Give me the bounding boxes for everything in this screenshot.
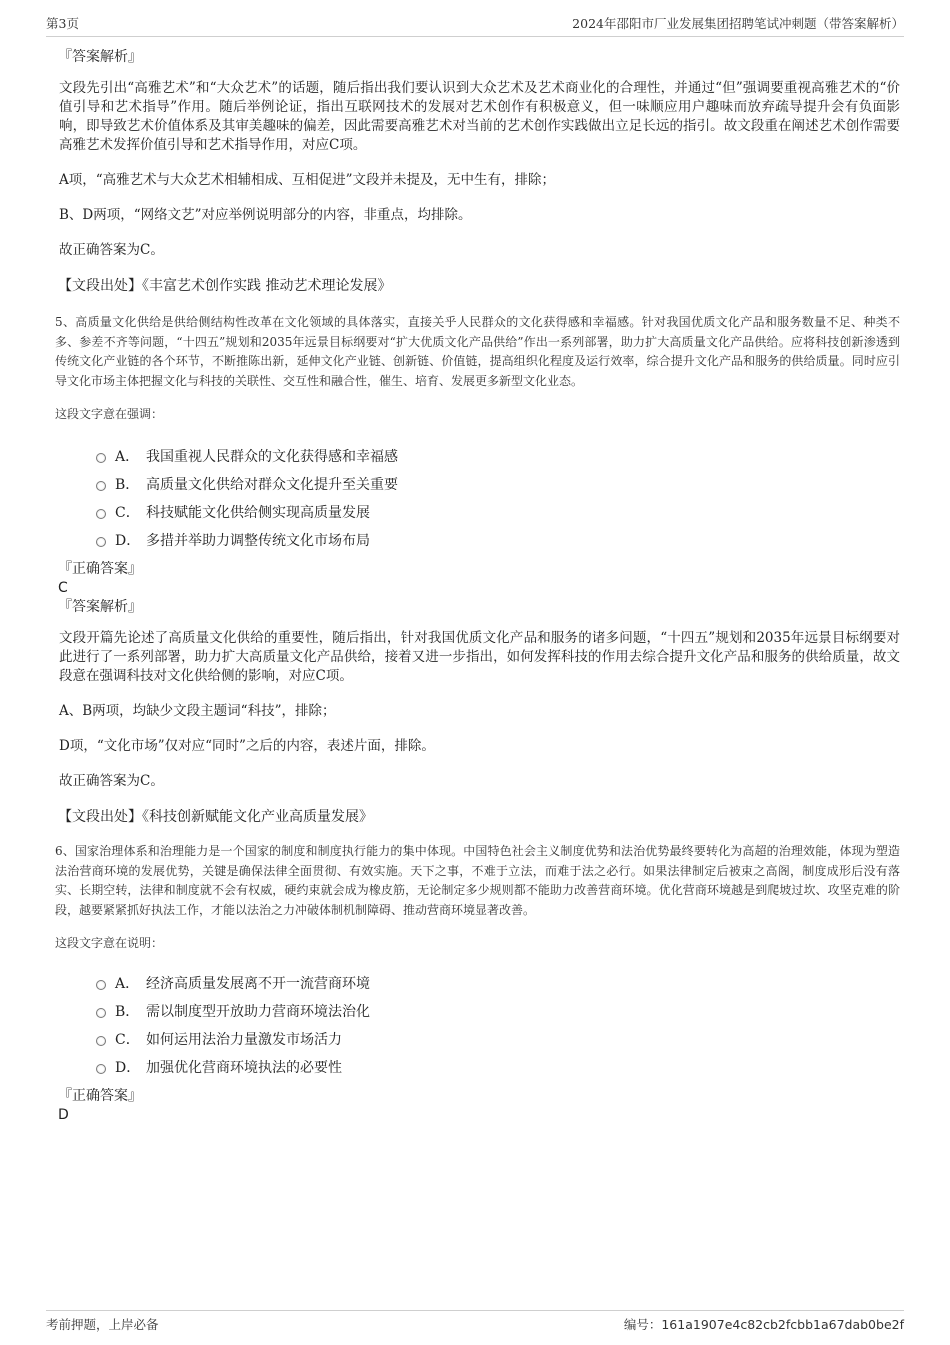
q5-options <box>96 442 900 554</box>
option-text: 需以制度型开放助力营商环境法治化 <box>146 1004 370 1020</box>
option-text: 多措并举助力调整传统文化市场布局 <box>146 533 370 549</box>
option-text: 经济高质量发展离不开一流营商环境 <box>146 976 370 992</box>
correct-answer-label: 『正确答案』 <box>58 561 142 577</box>
radio-button-icon[interactable] <box>96 980 106 990</box>
q5-prompt: 这段文字意在强调： <box>55 407 164 421</box>
option-text: 我国重视人民群众的文化获得感和幸福感 <box>146 449 398 465</box>
q6-correct-answer: D <box>58 1107 69 1123</box>
q6-options <box>96 969 900 1081</box>
radio-button-icon[interactable] <box>96 481 106 491</box>
radio-button-icon[interactable] <box>96 537 106 547</box>
q5-correct-answer: C <box>58 580 68 596</box>
q6-option-a[interactable]: A． 经济高质量发展离不开一流营商环境 <box>96 969 900 997</box>
q5-question-text: 5、高质量文化供给是供给侧结构性改革在文化领域的具体落实，直接关乎人民群众的文化获得感和幸福感。针对我国优质文化产品和服务数量不足、种类不多、参差不齐等问题，“十四五”规划和2035年远景目标纲要对“扩大优质文化产品供给”作出一系列部署，助力扩大高质量文化产品供给。应将科技创新渗透到传统文化产业链的各个环节，不断推陈出新，延伸文化产业链、创新链、价值链，提高组织化程度及运行效率，综合提升文化产品和服务的供给质量。同时应引导文化市场主体把握文化与科技的关联性、交互性和融合性，催生、培育、发展更多新型文化业态。 <box>55 315 900 388</box>
option-text: 加强优化营商环境执法的必要性 <box>146 1060 342 1076</box>
option-text: 高质量文化供给对群众文化提升至关重要 <box>146 477 398 493</box>
q5-option-d[interactable]: D． 多措并举助力调整传统文化市场布局 <box>96 526 900 554</box>
radio-button-icon[interactable] <box>96 1064 106 1074</box>
q6-question-text: 6、国家治理体系和治理能力是一个国家的制度和制度执行能力的集中体现。中国特色社会主义制度优势和法治优势最终要转化为高超的治理效能，体现为塑造法治营商环境的发展优势，关键是确保法律全面贯彻、有效实施。天下之事，不难于立法，而难于法之必行。如果法律制定后被束之高阁，制度成形后没有落实、长期空转，法律和制度就不会有权威，硬约束就会成为橡皮筋，无论制定多少规则都不能助力改善营商环境。优化营商环境越是到爬坡过坎、攻坚克难的阶段，越要紧紧抓好执法工作，才能以法治之力冲破体制机制障碍、推动营商环境显著改善。 <box>55 844 900 917</box>
page-number: 第3页 <box>46 16 79 31</box>
q4-analysis-para-1: 文段先引出“高雅艺术”和“大众艺术”的话题，随后指出我们要认识到大众艺术及艺术商业化的合理性，并通过“但”强调要重视高雅艺术的“价值引导和艺术指导”作用。随后举例论证，指出互联网技术的发展对艺术创作有积极意义，但一味顺应用户趣味而放弃疏导提升会有负面影响，即导致艺术价值体系及其审美趣味的偏差，因此需要高雅艺术对当前的艺术创作实践做出立足长远的指引。故文段重在阐述艺术创作需要高雅艺术发挥价值引导和艺术指导作用，对应C项。 <box>59 80 900 153</box>
q5-analysis-para-1: 文段开篇先论述了高质量文化供给的重要性，随后指出，针对我国优质文化产品和服务的诸多问题，“十四五”规划和2035年远景目标纲要对此进行了一系列部署，助力扩大高质量文化产品供给，接着又进一步指出，如何发挥科技的作用去综合提升文化产品和服务的供给质量，故文段意在强调科技对文化供给侧的影响，对应C项。 <box>59 630 900 684</box>
analysis-label: 『答案解析』 <box>58 599 142 615</box>
page-footer <box>46 1310 904 1335</box>
q6-prompt: 这段文字意在说明： <box>55 936 164 950</box>
q4-source: 【文段出处】《丰富艺术创作实践 推动艺术理论发展》 <box>58 278 392 294</box>
page-header <box>46 10 904 37</box>
q5-option-a[interactable]: A． 我国重视人民群众的文化获得感和幸福感 <box>96 442 900 470</box>
q4-analysis-para-3: B、D两项，“网络文艺”对应举例说明部分的内容，非重点，均排除。 <box>59 207 472 223</box>
radio-button-icon[interactable] <box>96 1008 106 1018</box>
q4-analysis <box>55 79 900 260</box>
q6-option-c[interactable]: C． 如何运用法治力量激发市场活力 <box>96 1025 900 1053</box>
option-text: 如何运用法治力量激发市场活力 <box>146 1032 342 1048</box>
radio-button-icon[interactable] <box>96 453 106 463</box>
q5-analysis-para-4: 故正确答案为C。 <box>59 773 164 789</box>
q5-option-b[interactable]: B． 高质量文化供给对群众文化提升至关重要 <box>96 470 900 498</box>
q5-analysis-para-2: A、B两项，均缺少文段主题词“科技”，排除； <box>59 703 336 719</box>
document-body <box>55 47 900 1124</box>
q5-option-c[interactable]: C． 科技赋能文化供给侧实现高质量发展 <box>96 498 900 526</box>
correct-answer-label: 『正确答案』 <box>58 1088 142 1104</box>
q6-option-d[interactable]: D． 加强优化营商环境执法的必要性 <box>96 1053 900 1081</box>
q5-analysis <box>55 629 900 791</box>
q6-option-b[interactable]: B． 需以制度型开放助力营商环境法治化 <box>96 997 900 1025</box>
document-title: 2024年邵阳市厂业发展集团招聘笔试冲刺题（带答案解析） <box>572 16 904 31</box>
document-id: 编号：161a1907e4c82cb2fcbb1a67dab0be2f <box>623 1317 904 1332</box>
q5-analysis-para-3: D项，“文化市场”仅对应“同时”之后的内容，表述片面，排除。 <box>59 738 435 754</box>
analysis-label: 『答案解析』 <box>58 49 142 65</box>
q5-source: 【文段出处】《科技创新赋能文化产业高质量发展》 <box>58 809 373 825</box>
radio-button-icon[interactable] <box>96 1036 106 1046</box>
option-text: 科技赋能文化供给侧实现高质量发展 <box>146 505 370 521</box>
q4-analysis-para-2: A项，“高雅艺术与大众艺术相辅相成、互相促进”文段并未提及，无中生有，排除； <box>59 172 556 188</box>
footer-slogan: 考前押题，上岸必备 <box>46 1317 159 1332</box>
q4-analysis-para-4: 故正确答案为C。 <box>59 242 164 258</box>
radio-button-icon[interactable] <box>96 509 106 519</box>
